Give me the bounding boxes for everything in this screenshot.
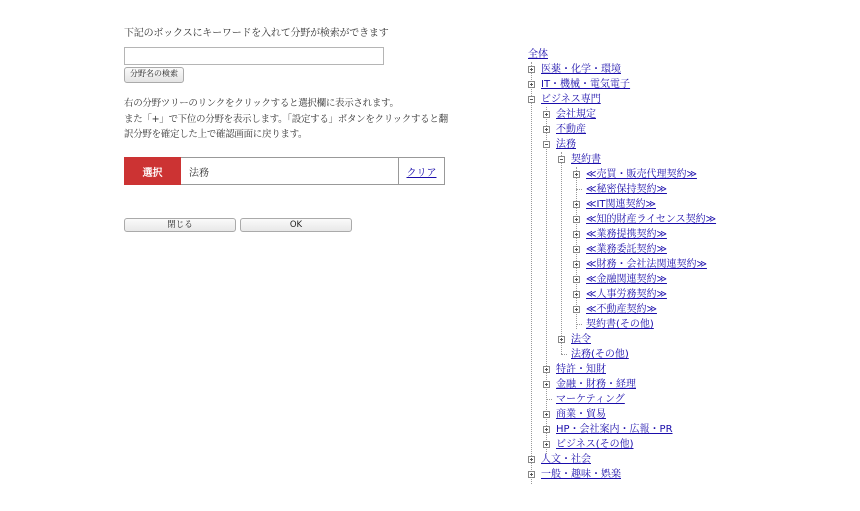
expand-icon[interactable]	[573, 231, 580, 238]
expand-icon[interactable]	[543, 126, 550, 133]
tree-item[interactable]: 人文・社会	[528, 452, 591, 467]
instruction-line: 右の分野ツリーのリンクをクリックすると選択欄に表示されます。	[124, 98, 399, 109]
expand-icon[interactable]	[573, 306, 580, 313]
tree-item[interactable]: ≪金融関連契約≫	[573, 272, 667, 287]
tree-item[interactable]: 会社規定	[543, 107, 596, 122]
tree-item[interactable]: ≪人事労務契約≫	[573, 287, 667, 302]
expand-icon[interactable]	[528, 66, 535, 73]
tree-item[interactable]: 一般・趣味・娯楽	[528, 467, 621, 482]
instruction-line: また「+」で下位の分野を表示します。「設定する」ボタンをクリックすると翻	[124, 113, 448, 125]
tree-item[interactable]: 不動産	[543, 122, 586, 137]
expand-icon[interactable]	[528, 456, 535, 463]
tree-item[interactable]: 法務(その他)	[558, 347, 629, 362]
tree-item[interactable]: ≪財務・会社法関連契約≫	[573, 257, 707, 272]
tree-root[interactable]: 全体	[528, 49, 548, 60]
expand-icon[interactable]	[543, 411, 550, 418]
expand-icon[interactable]	[558, 336, 565, 343]
expand-icon[interactable]	[573, 261, 580, 268]
tree-item[interactable]: ビジネス(その他)	[543, 437, 634, 452]
expand-icon[interactable]	[573, 171, 580, 178]
expand-icon[interactable]	[573, 201, 580, 208]
ok-button[interactable]: OK	[240, 218, 352, 232]
tree-item[interactable]: ≪売買・販売代理契約≫	[573, 167, 697, 182]
expand-icon[interactable]	[573, 246, 580, 253]
collapse-icon[interactable]	[528, 96, 535, 103]
expand-icon[interactable]	[543, 366, 550, 373]
tree-item[interactable]: 特許・知財	[543, 362, 606, 377]
collapse-icon[interactable]	[558, 156, 565, 163]
tree-item[interactable]: 法務	[543, 137, 576, 152]
tree-branch	[546, 399, 552, 400]
intro-text: 下記のボックスにキーワードを入れて分野が検索ができます	[124, 28, 389, 39]
selection-box	[124, 157, 445, 185]
instruction-line: 訳分野を確定した上で確認画面に戻ります。	[124, 129, 308, 140]
expand-icon[interactable]	[528, 81, 535, 88]
tree-item[interactable]: 商業・貿易	[543, 407, 606, 422]
tree-branch	[561, 354, 567, 355]
expand-icon[interactable]	[543, 441, 550, 448]
tree-guide	[531, 62, 532, 484]
close-button[interactable]: 閉じる	[124, 218, 236, 232]
expand-icon[interactable]	[573, 216, 580, 223]
instructions	[124, 96, 448, 143]
tree-item[interactable]: 法令	[558, 332, 591, 347]
collapse-icon[interactable]	[543, 141, 550, 148]
tree-item[interactable]: ≪IT関連契約≫	[573, 197, 656, 212]
tree-branch	[576, 324, 582, 325]
tree-item[interactable]: ビジネス専門	[528, 92, 601, 107]
expand-icon[interactable]	[543, 111, 550, 118]
tree-branch	[576, 189, 582, 190]
tree-item[interactable]: ≪秘密保持契約≫	[573, 182, 667, 197]
expand-icon[interactable]	[543, 381, 550, 388]
search-input[interactable]	[124, 47, 384, 65]
tree-item[interactable]: HP・会社案内・広報・PR	[543, 422, 673, 437]
tree-item[interactable]: マーケティング	[543, 392, 625, 407]
tree-item[interactable]: ≪業務委託契約≫	[573, 242, 667, 257]
tree-guide	[561, 152, 562, 354]
expand-icon[interactable]	[528, 471, 535, 478]
search-button[interactable]: 分野名の検索	[124, 67, 184, 83]
tree-item[interactable]: 医薬・化学・環境	[528, 62, 621, 77]
tree-item[interactable]: ≪不動産契約≫	[573, 302, 657, 317]
expand-icon[interactable]	[573, 276, 580, 283]
expand-icon[interactable]	[543, 426, 550, 433]
expand-icon[interactable]	[573, 291, 580, 298]
tree-item[interactable]: IT・機械・電気電子	[528, 77, 630, 92]
tree-item[interactable]: 契約書(その他)	[573, 317, 654, 332]
clear-link[interactable]: クリア	[398, 158, 444, 184]
tree-item[interactable]: ≪知的財産ライセンス契約≫	[573, 212, 716, 227]
tree-item[interactable]: ≪業務提携契約≫	[573, 227, 667, 242]
tree-item[interactable]: 金融・財務・経理	[543, 377, 636, 392]
selection-label: 選択	[124, 157, 181, 185]
selection-value: 法務	[189, 167, 209, 179]
tree-item[interactable]: 契約書	[558, 152, 601, 167]
